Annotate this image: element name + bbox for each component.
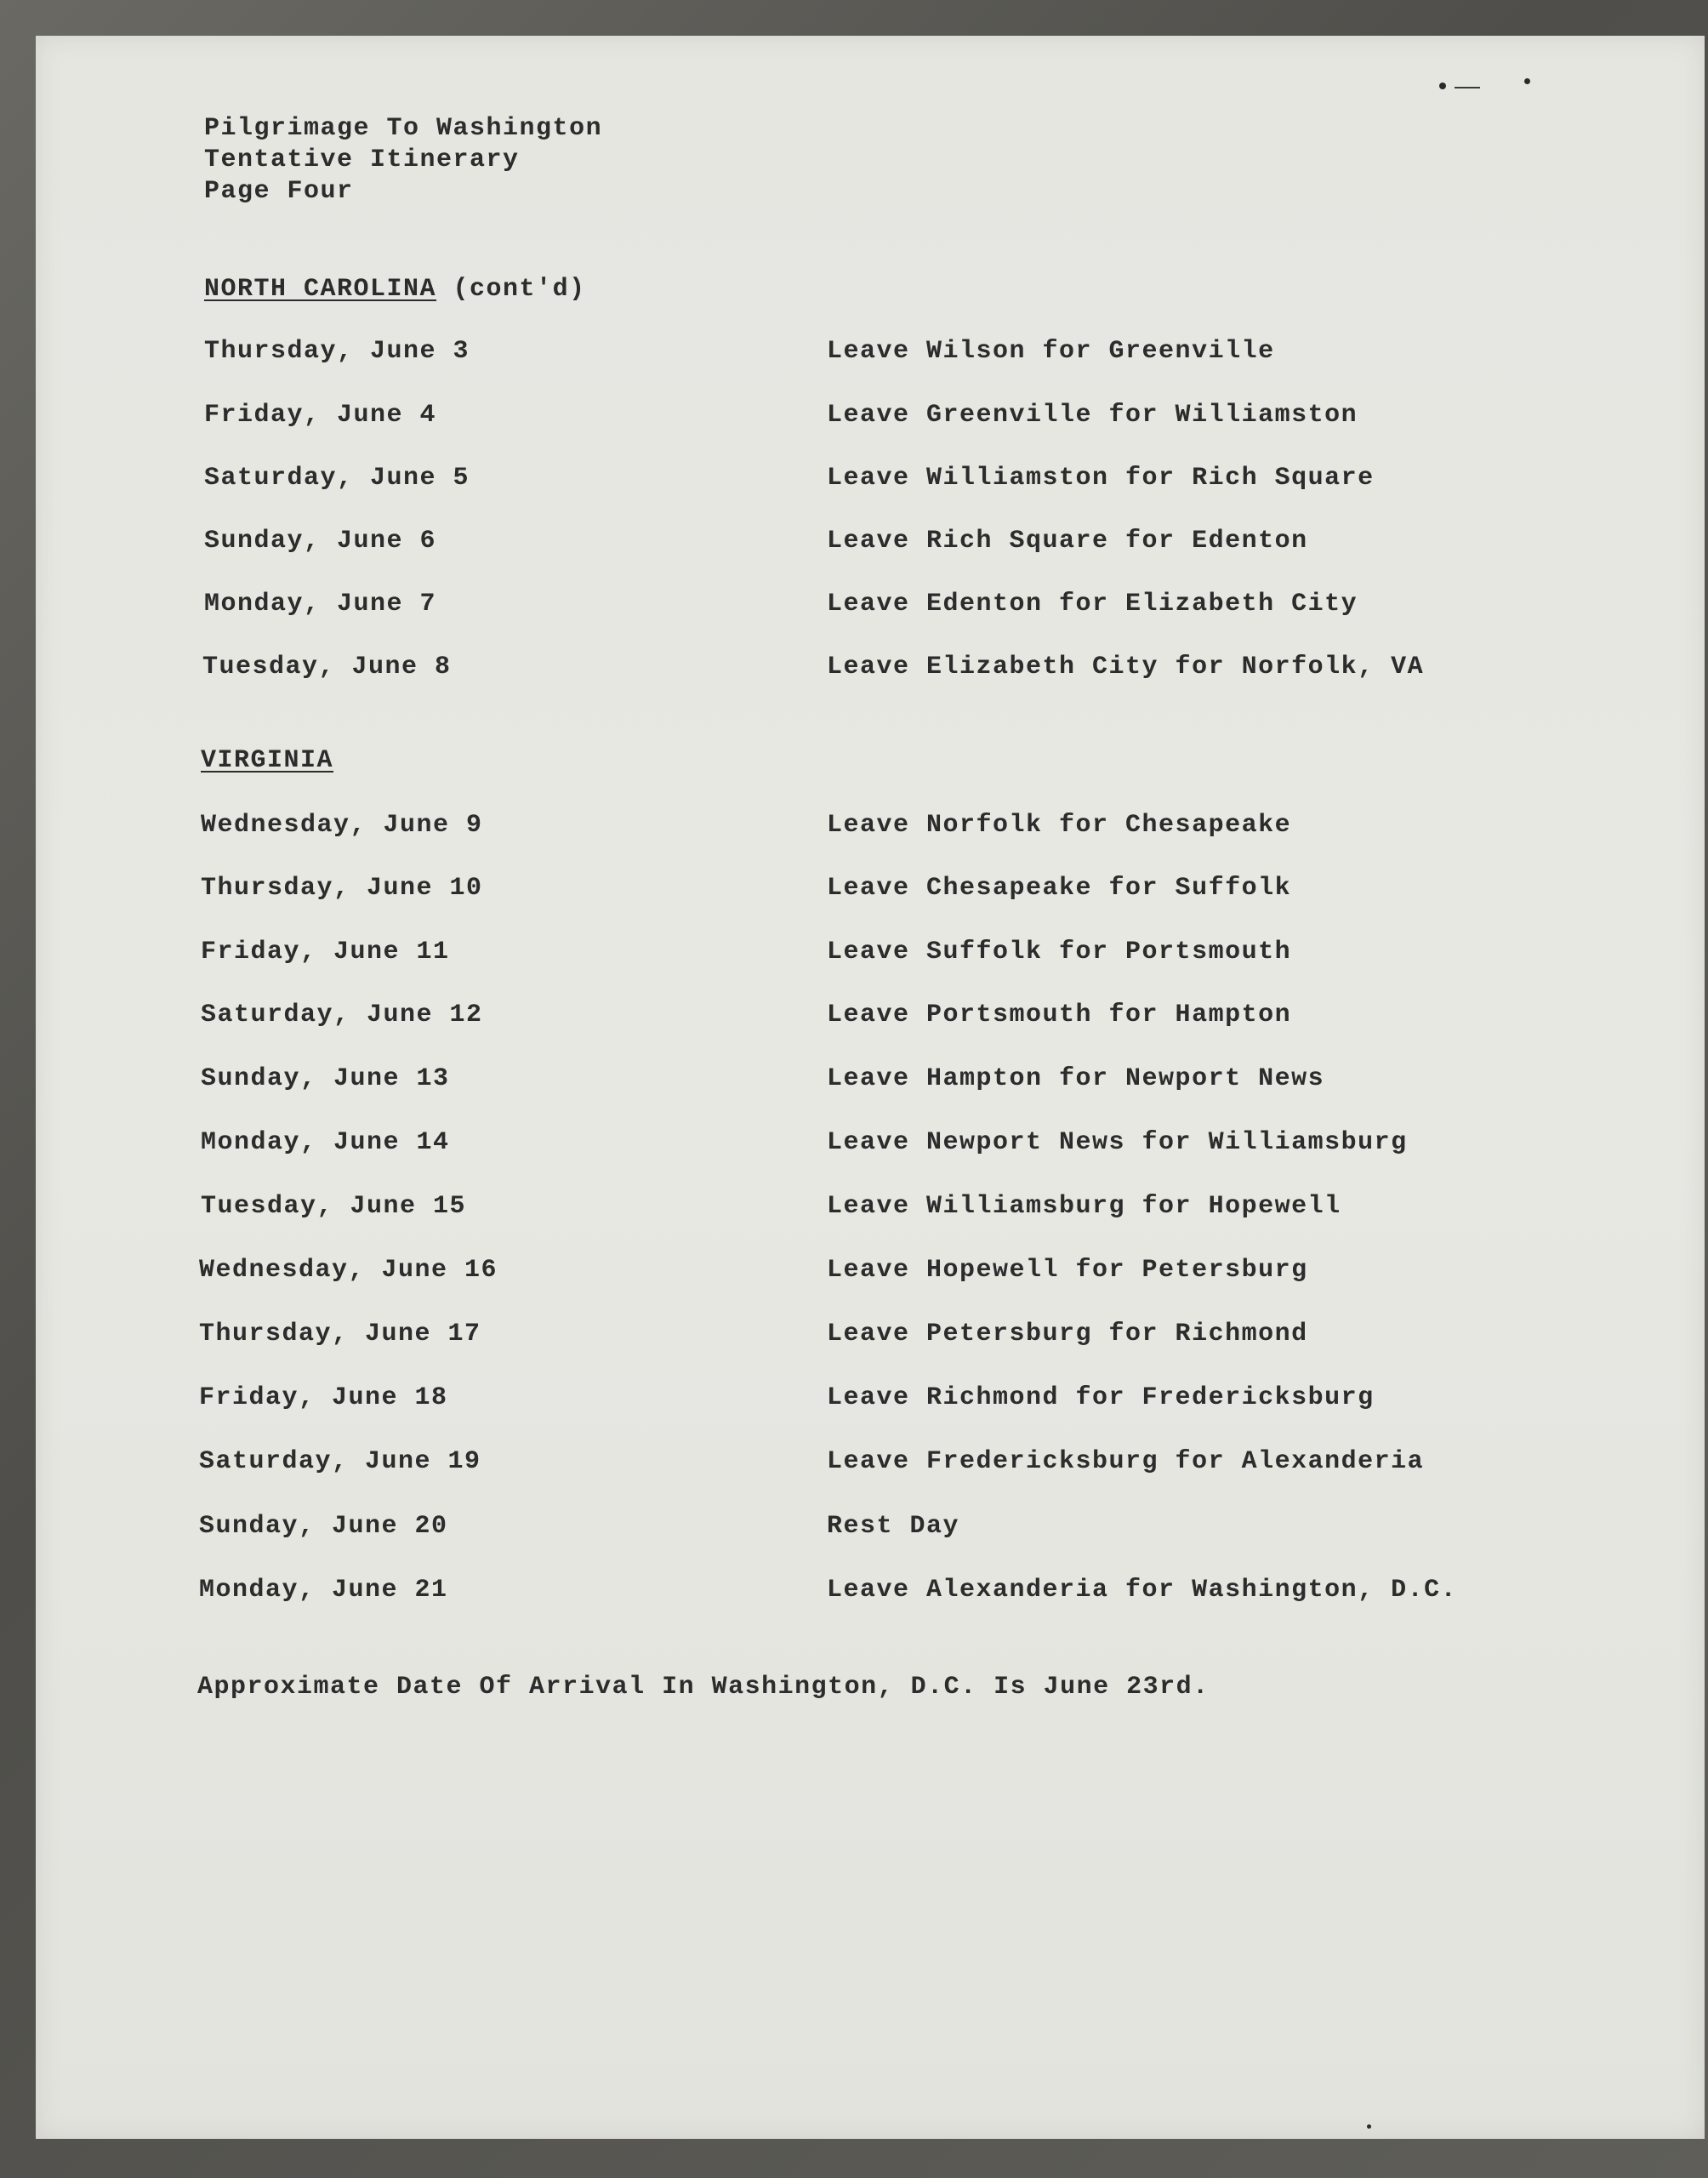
itinerary-date: Friday, June 11 [201,938,450,966]
itinerary-date: Thursday, June 10 [201,874,483,903]
header-title: Pilgrimage To Washington [204,114,603,143]
ink-mark [1367,2124,1371,2129]
itinerary-date: Wednesday, June 9 [201,811,483,840]
itinerary-activity: Leave Richmond for Fredericksburg [827,1383,1375,1412]
ink-mark [1524,78,1530,84]
itinerary-activity: Leave Edenton for Elizabeth City [827,590,1358,619]
section-heading-north-carolina [204,277,586,302]
ink-mark [1439,83,1446,89]
itinerary-activity: Leave Alexanderia for Washington, D.C. [827,1576,1458,1605]
itinerary-date: Sunday, June 6 [204,527,437,556]
itinerary-activity: Leave Williamston for Rich Square [827,464,1375,493]
itinerary-activity: Leave Newport News for Williamsburg [827,1128,1408,1157]
itinerary-date: Friday, June 18 [199,1383,448,1412]
itinerary-activity: Leave Hampton for Newport News [827,1064,1325,1093]
itinerary-date: Thursday, June 3 [204,337,470,366]
section-heading-suffix: (cont'd) [436,275,586,304]
itinerary-date: Saturday, June 5 [204,464,470,493]
itinerary-activity: Leave Fredericksburg for Alexanderia [827,1447,1425,1476]
itinerary-date: Monday, June 14 [201,1128,450,1157]
section-heading-text: VIRGINIA [201,746,334,775]
itinerary-date: Monday, June 7 [204,590,437,619]
header-subtitle: Tentative Itinerary [204,145,520,174]
itinerary-activity: Leave Suffolk for Portsmouth [827,938,1292,966]
itinerary-date: Thursday, June 17 [199,1320,481,1348]
itinerary-activity: Leave Wilson for Greenville [827,337,1275,366]
itinerary-date: Wednesday, June 16 [199,1256,498,1285]
header-page-number: Page Four [204,177,354,206]
section-heading-text: NORTH CAROLINA [204,275,437,304]
itinerary-activity: Rest Day [827,1512,960,1541]
itinerary-date: Saturday, June 19 [199,1447,481,1476]
arrival-note: Approximate Date Of Arrival In Washington, D.C. Is June 23rd. [197,1673,1210,1702]
itinerary-date: Saturday, June 12 [201,1001,483,1029]
itinerary-date: Tuesday, June 8 [202,653,452,681]
itinerary-activity: Leave Rich Square for Edenton [827,527,1308,556]
itinerary-activity: Leave Norfolk for Chesapeake [827,811,1292,840]
itinerary-activity: Leave Petersburg for Richmond [827,1320,1308,1348]
section-heading-virginia [201,748,333,773]
itinerary-date: Sunday, June 20 [199,1512,448,1541]
itinerary-date: Friday, June 4 [204,401,437,430]
itinerary-activity: Leave Elizabeth City for Norfolk, VA [827,653,1425,681]
itinerary-activity: Leave Greenville for Williamston [827,401,1358,430]
itinerary-date: Monday, June 21 [199,1576,448,1605]
itinerary-activity: Leave Williamsburg for Hopewell [827,1192,1341,1221]
itinerary-activity: Leave Portsmouth for Hampton [827,1001,1292,1029]
itinerary-activity: Leave Hopewell for Petersburg [827,1256,1308,1285]
itinerary-date: Tuesday, June 15 [201,1192,467,1221]
ink-dash [1455,87,1480,88]
itinerary-activity: Leave Chesapeake for Suffolk [827,874,1292,903]
itinerary-date: Sunday, June 13 [201,1064,450,1093]
